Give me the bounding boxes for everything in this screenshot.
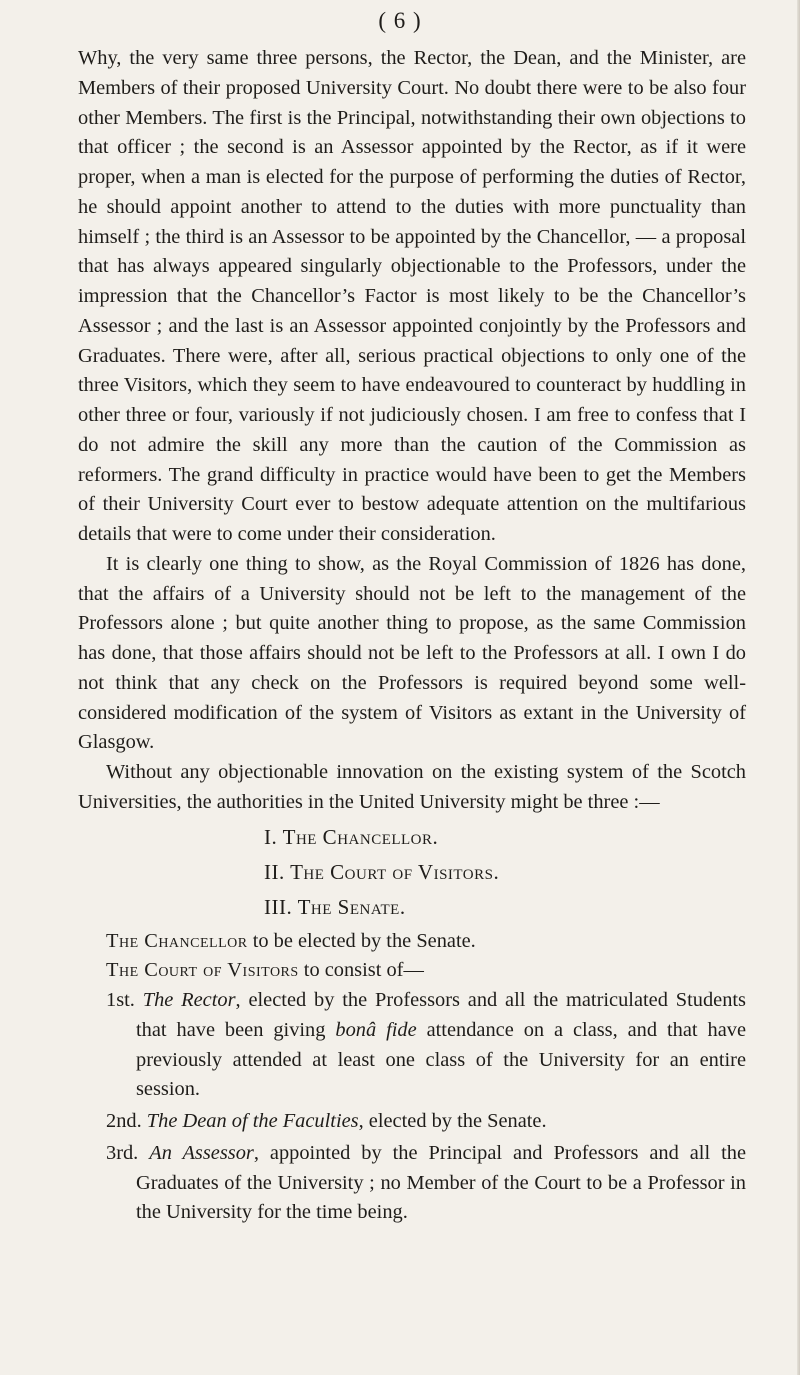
authorities-list [78, 820, 746, 925]
member-entry [78, 986, 746, 1105]
paragraph: Why, the very same three persons, the Rector, the Dean, and the Minister, are Members of their proposed University Court. No doubt there were to be also four other Members. The first is the Principal, notwithstanding their own objections to that officer ; the second is an Assessor appointed by the Rector, as if it were proper, when a man is elected for the purpose of performing the duties of Rector, he should appoint another to attend to the duties with more punctuality than himself ; the third is an Assessor to be appointed by the Chancellor, — a proposal that has always appeared singularly objectionable to the Professors, under the impression that the Chancellor’s Factor is most likely to be the Chancellor’s Assessor ; and the last is an Assessor appointed conjointly by the Professors and Graduates. There were, after all, serious practical objections to only one of the three Visitors, which they seem to have endeavoured to counteract by huddling in other three or four, variously if not judiciously chosen. I am free to confess that I do not admire the skill any more than the caution of the Commission as reformers. The grand difficulty in practice would have been to get the Members of their University Court ever to bestow adequate attention on the multifarious details that were to come under their consideration. [78, 47, 746, 545]
member-number: 2nd. [106, 1110, 142, 1132]
member-number: 1st. [106, 989, 135, 1011]
member-text: , elected by the Professors and all the matriculated Students that have been giving [136, 989, 746, 1041]
authority-heading: II. The Court of Visitors. [264, 859, 500, 884]
member-entry [78, 1139, 746, 1228]
chancellor-rest: to be elected by the Senate. [247, 929, 476, 952]
court-paragraph [78, 956, 746, 986]
member-phrase: bonâ fide [335, 1018, 417, 1041]
court-lead: The Court of Visitors [106, 959, 299, 982]
chancellor-paragraph [78, 927, 746, 957]
member-text: attendance on a class, and that have previously attended at least one class of the University for an entire session. [136, 1018, 746, 1101]
member-title: The Rector [142, 989, 236, 1011]
authority-heading: III. The Senate. [264, 894, 406, 919]
court-rest: to consist of— [298, 959, 424, 982]
paragraph: It is clearly one thing to show, as the Royal Commission of 1826 has done, that the affairs of a University should not be left to the management of the Professors alone ; but quite another thing to propose, as the same Commission has done, that those affairs should not be left to the Professors at all. I own I do not think that any check on the Professors is required beyond some well-considered modification of the system of Visitors as extant in the University of Glasgow. [78, 552, 746, 754]
page-body [78, 44, 746, 1228]
member-title: An Assessor [149, 1141, 254, 1164]
member-text: , appointed by the Principal and Professors and all the Graduates of the University ; no Member of the Court to be a Professor in the University for the time being. [136, 1141, 746, 1224]
member-entry [78, 1107, 746, 1137]
paragraph: Without any objectionable innovation on the existing system of the Scotch Universities, the authorities in the United University might be three :— [78, 761, 746, 813]
authority-heading: I. The Chancellor. [264, 824, 439, 849]
member-title: The Dean of the Faculties [146, 1110, 359, 1132]
member-number: 3rd. [106, 1141, 139, 1164]
page-number: ( 6 ) [378, 8, 422, 33]
member-text: , elected by the Senate. [358, 1110, 547, 1132]
chancellor-lead: The Chancellor [106, 929, 248, 952]
